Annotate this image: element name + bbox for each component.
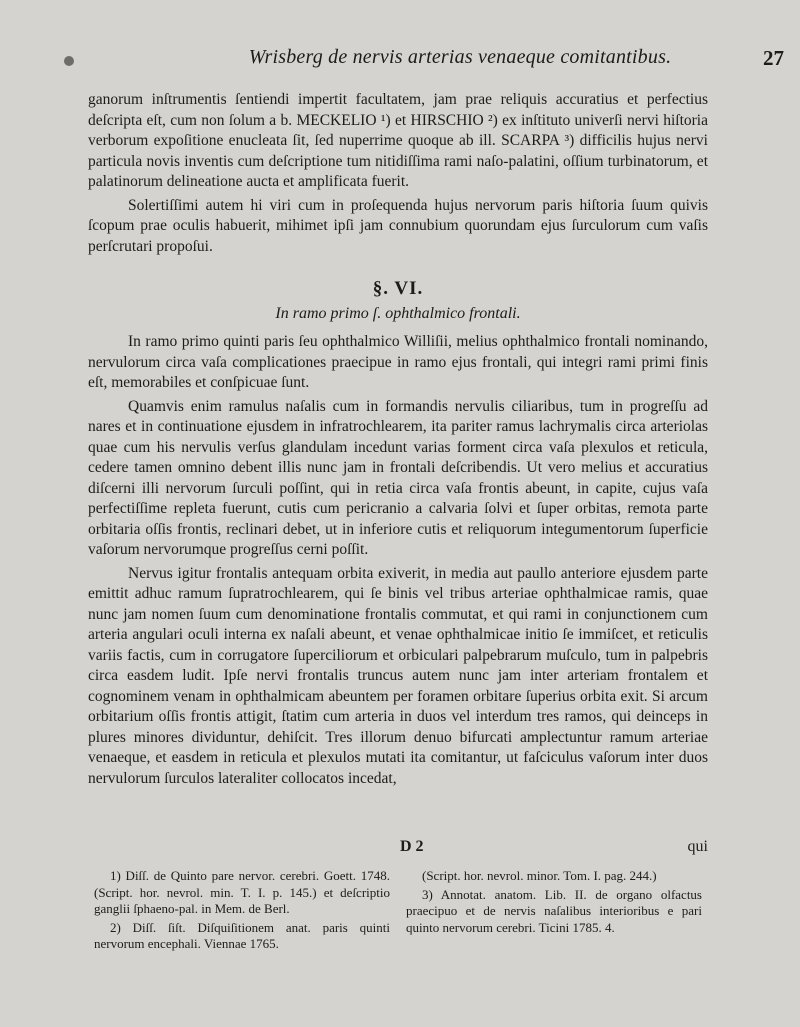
section-subtitle: In ramo primo ſ. ophthalmico frontali. bbox=[275, 304, 521, 322]
main-text bbox=[88, 90, 708, 792]
section-title: §. VI. bbox=[372, 278, 424, 299]
paragraph-2: Solertiſſimi autem hi viri cum in proſequenda hujus nervorum paris hiſtoria ſuum quivis ſcopum prae oculis habuerit, mihimet ipſi jam connubium quorundam ejus ſurculorum cum vaſis perſcrutari propoſui. bbox=[88, 196, 708, 255]
paragraph-3: In ramo primo quinti paris ſeu ophthalmico Williſii, melius ophthalmico frontali nominando, nervulorum circa vaſa complicationes praecipue in ramo ejus frontali, qui integri rami primi finis eſt, memorabiles et conſpicuae ſunt. bbox=[88, 333, 708, 391]
signature-row bbox=[88, 838, 708, 860]
footnote-3: 3) Annotat. anatom. Lib. II. de organo olfactus praecipuo et de nervis naſalibus interioribus e pari quinto nervorum cerebri. Ticini 1785. 4. bbox=[406, 886, 702, 935]
footnotes-left-column bbox=[94, 868, 390, 955]
catchword: qui bbox=[687, 838, 708, 855]
running-header: Wrisberg de nervis arterias venaeque comitantibus. bbox=[248, 46, 672, 68]
signature-mark: D 2 bbox=[400, 838, 424, 855]
paragraph-1: ganorum inſtrumentis ſentiendi impertit facultatem, jam prae reliquis accuratius et perfectius deſcripta eſt, cum non ſolum a b. MECKELIO ¹) et HIRSCHIO ²) ex inſtituto univerſi nervi hiſtoria verborum expoſitione enucleata ſit, ſed nuperrime quoque ab ill. SCARPA ³) difficilis hujus nervi particula novis inventis cum deſcriptione tum nitidiſſima rami naſo-palatini, oſſium turbinatorum, et palatinorum delineatione aucta et amplificata fuerit. bbox=[88, 91, 708, 190]
page-number: 27 bbox=[763, 46, 784, 70]
paragraph-4: Quamvis enim ramulus naſalis cum in formandis nervulis ciliaribus, tum in progreſſu ad nares et in continuatione ejusdem in infratrochlearem, ita pariter ramus lachrymalis circa arteriolas quae cum his nervulis verſus glandulam incedunt varias forment circa vaſa plexulos et reticula, cedere tamen omnino debent illis nunc jam in frontali deſcribendis. Ut vero melius et accuratius diſcerni illi nervorum ſurculi poſſint, qui in retia circa vaſa frontis abeunt, in capite, cujus vaſa perfectiſſime repleta fuerunt, cutis cum pericranio a calvaria ſolvi et ſuper orbitas, remota parte orbitaria oſſis frontis, reclinari debet, ut in inferiore cutis et reliquorum integumentorum ſuperficie vaſorum nervorumque progreſſus cerni poſſit. bbox=[88, 397, 708, 558]
footnote-continuation: (Script. hor. nevrol. minor. Tom. I. pag. 244.) bbox=[422, 868, 657, 883]
footnote-2: 2) Diſſ. ſiſt. Diſquiſitionem anat. paris quinti nervorum encephali. Viennae 1765. bbox=[94, 919, 390, 951]
paragraph-5: Nervus igitur frontalis antequam orbita exiverit, in media aut paullo anteriore ejusdem parte emittit adhuc ramum ſupratrochlearem, qui ſe binis vel tribus arteriae ophthalmicae ramis, quae nunc jam nomen ſuum cum denominatione frontalis commutat, et qui rami in conjunctionem cum arteria angulari oculi interna ex naſali abeunt, et venae ophthalmicae initio ſe immiſcet, et reticulis variis factis, cum in corrugatore ſuperciliorum et orbiculari palpebrarum muſculo, tum in palpebris circa easdem ludit. Ipſe nervi frontalis truncus autem nunc jam inter arteriam frontalem et cognominem venam in ophthalmicam abeuntem per foramen orbitare ſuperius orbita exit. Si arcum orbitarium oſſis frontis attigit, ſtatim cum arteria in duos vel interdum tres ramos, qui deinceps in plures minores dividuntur, dehiſcit. Tres illorum denuo bifurcati amplectuntur ramum arteriae venaeque, et easdem in reticula et plexulos mutati ita comitantur, ut faſciculus vaſorum inter duos nervulorum ſurculos lateraliter collocatos incedat, bbox=[88, 564, 708, 787]
footnotes-right-column bbox=[406, 868, 702, 938]
ink-spot-mark bbox=[64, 56, 74, 66]
footnote-1: 1) Diſſ. de Quinto pare nervor. cerebri. Goett. 1748. (Script. hor. nevrol. min. T. I. p. 145.) et deſcriptio ganglii ſphaeno-pal. in Mem. de Berl. bbox=[94, 868, 390, 916]
